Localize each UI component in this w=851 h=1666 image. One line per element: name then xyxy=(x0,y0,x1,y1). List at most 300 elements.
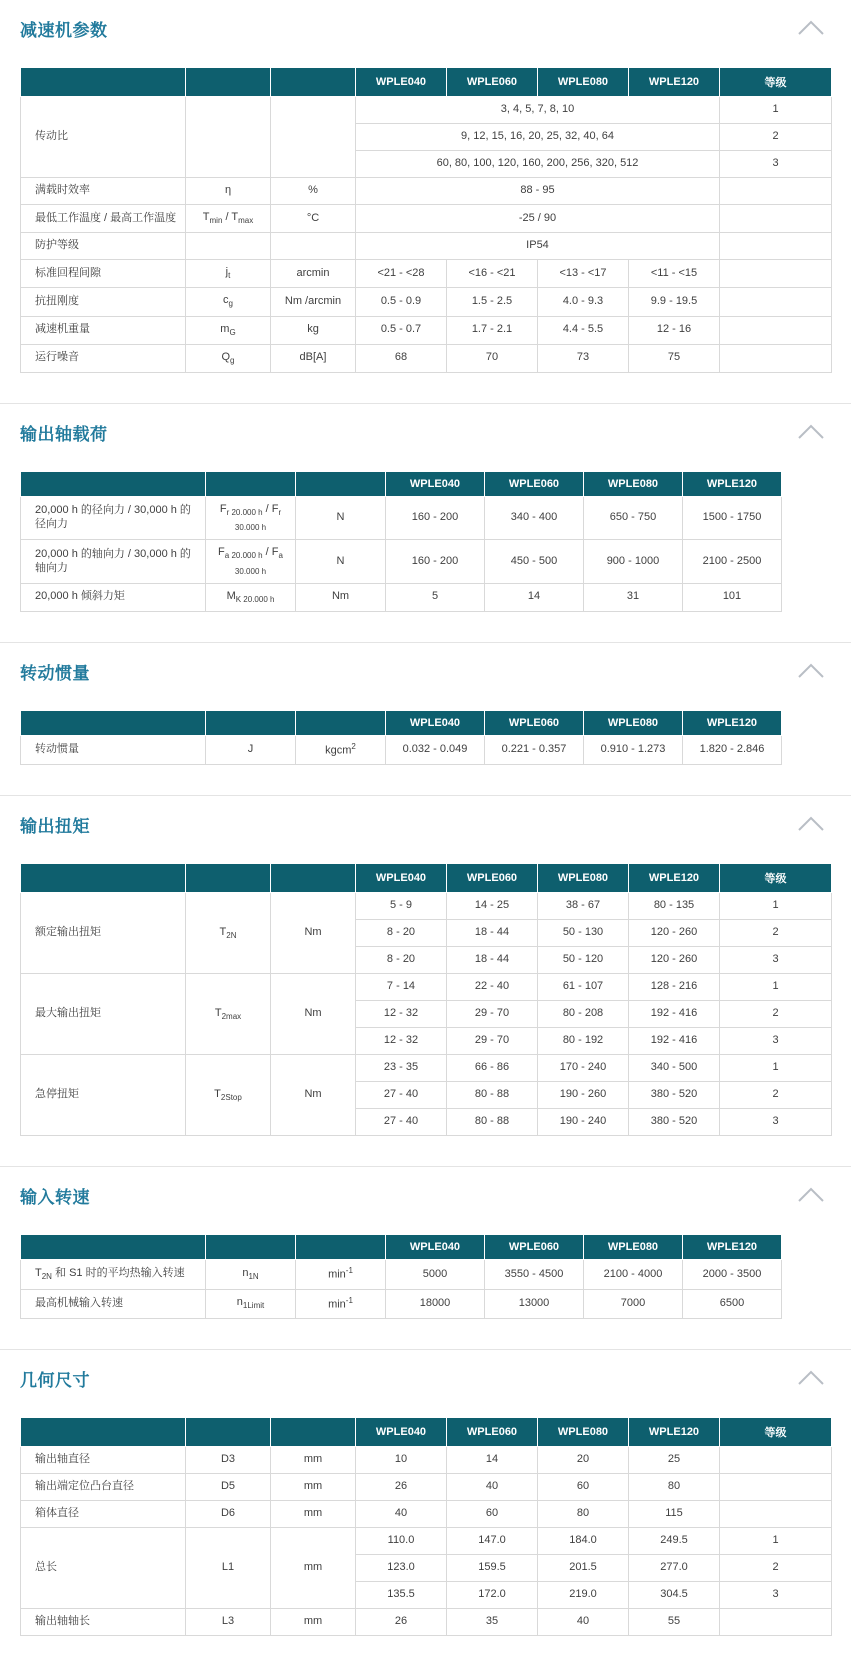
grade-cell: 2 xyxy=(720,1082,832,1109)
table-body xyxy=(21,1447,832,1636)
value-cell: 80 xyxy=(538,1501,629,1528)
row-symbol: $F_{r 20.000 h} / F_{r 30.000 h}$ xyxy=(206,496,296,539)
row-unit: mm xyxy=(271,1609,356,1636)
row-label: 最大输出扭矩 xyxy=(21,974,186,1055)
chevron-up-icon[interactable] xyxy=(791,659,831,688)
row-label: 抗扭刚度 xyxy=(21,288,186,316)
value-cell: 60, 80, 100, 120, 160, 200, 256, 320, 512 xyxy=(356,151,720,178)
column-header-product: WPLE080 xyxy=(584,710,683,735)
value-cell: 170 - 240 xyxy=(538,1055,629,1082)
row-label: 20,000 h 的轴向力 / 30,000 h 的轴向力 xyxy=(21,540,206,583)
value-cell: -25 / 90 xyxy=(356,205,720,233)
column-header-empty xyxy=(186,864,271,893)
header-row xyxy=(21,68,832,97)
value-cell: 190 - 260 xyxy=(538,1082,629,1109)
table-body xyxy=(21,1260,782,1319)
value-cell: 14 - 25 xyxy=(447,893,538,920)
value-cell: 1.5 - 2.5 xyxy=(447,288,538,316)
geometric-dimensions-table xyxy=(20,1417,832,1636)
value-cell: 27 - 40 xyxy=(356,1082,447,1109)
value-cell: 12 - 32 xyxy=(356,1028,447,1055)
row-unit: Nm xyxy=(271,974,356,1055)
table-head xyxy=(21,1235,782,1260)
value-cell: 190 - 240 xyxy=(538,1109,629,1136)
value-cell: 160 - 200 xyxy=(386,540,485,583)
column-header-product: WPLE120 xyxy=(683,1235,782,1260)
section-reducer-parameters xyxy=(0,0,851,403)
value-cell: 60 xyxy=(538,1474,629,1501)
value-cell: 5 xyxy=(386,583,485,611)
row-unit: Nm xyxy=(296,583,386,611)
grade-cell: 3 xyxy=(720,947,832,974)
value-cell: 73 xyxy=(538,344,629,372)
value-cell: 9.9 - 19.5 xyxy=(629,288,720,316)
value-cell: 40 xyxy=(538,1609,629,1636)
column-header-empty xyxy=(186,68,271,97)
value-cell: 450 - 500 xyxy=(485,540,584,583)
value-cell: 80 - 135 xyxy=(629,893,720,920)
grade-cell: 2 xyxy=(720,124,832,151)
column-header-product: WPLE060 xyxy=(485,471,584,496)
column-header-product: WPLE040 xyxy=(356,864,447,893)
grade-cell xyxy=(720,205,832,233)
row-symbol: $T_{2N}$ xyxy=(186,893,271,974)
row-unit: mm xyxy=(271,1528,356,1609)
grade-cell xyxy=(720,233,832,260)
value-cell: 4.4 - 5.5 xyxy=(538,316,629,344)
section-moment-of-inertia xyxy=(0,643,851,795)
value-cell: 201.5 xyxy=(538,1555,629,1582)
table-row xyxy=(21,583,782,611)
row-unit: N xyxy=(296,540,386,583)
header-row xyxy=(21,1418,832,1447)
column-header-product: WPLE080 xyxy=(538,68,629,97)
row-unit: kg xyxy=(271,316,356,344)
table-row xyxy=(21,974,832,1001)
value-cell: 0.221 - 0.357 xyxy=(485,735,584,764)
row-unit: % xyxy=(271,178,356,205)
row-symbol: $n_{1Limit}$ xyxy=(206,1289,296,1318)
column-header-empty xyxy=(21,68,186,97)
value-cell: 88 - 95 xyxy=(356,178,720,205)
row-unit: Nm xyxy=(271,893,356,974)
value-cell: 26 xyxy=(356,1474,447,1501)
row-unit xyxy=(271,97,356,178)
column-header-product: WPLE120 xyxy=(683,471,782,496)
value-cell: 1500 - 1750 xyxy=(683,496,782,539)
value-cell: 20 xyxy=(538,1447,629,1474)
value-cell: 40 xyxy=(356,1501,447,1528)
value-cell: 1.820 - 2.846 xyxy=(683,735,782,764)
grade-cell xyxy=(720,288,832,316)
table-row xyxy=(21,1501,832,1528)
table-body xyxy=(21,735,782,764)
value-cell: 5 - 9 xyxy=(356,893,447,920)
grade-cell: 2 xyxy=(720,1555,832,1582)
value-cell: 5000 xyxy=(386,1260,485,1289)
value-cell: 3, 4, 5, 7, 8, 10 xyxy=(356,97,720,124)
row-unit: $\min^{-1}$ xyxy=(296,1260,386,1289)
row-label: 急停扭矩 xyxy=(21,1055,186,1136)
row-symbol: $c_g$ xyxy=(186,288,271,316)
output-shaft-load-table xyxy=(20,471,782,612)
row-label: 输出轴直径 xyxy=(21,1447,186,1474)
value-cell: 192 - 416 xyxy=(629,1028,720,1055)
reducer-parameters-table xyxy=(20,67,832,373)
value-cell: 80 xyxy=(629,1474,720,1501)
row-unit: N xyxy=(296,496,386,539)
value-cell: 8 - 20 xyxy=(356,920,447,947)
value-cell: 110.0 xyxy=(356,1528,447,1555)
value-cell: 192 - 416 xyxy=(629,1001,720,1028)
row-label: 转动惯量 xyxy=(21,735,206,764)
value-cell: 22 - 40 xyxy=(447,974,538,1001)
row-symbol xyxy=(186,97,271,178)
column-header-product: WPLE120 xyxy=(629,864,720,893)
row-symbol xyxy=(186,233,271,260)
column-header-empty xyxy=(206,710,296,735)
column-header-empty xyxy=(21,710,206,735)
column-header-product: WPLE040 xyxy=(386,710,485,735)
value-cell: 80 - 88 xyxy=(447,1109,538,1136)
row-label: 最低工作温度 / 最高工作温度 xyxy=(21,205,186,233)
grade-cell xyxy=(720,1447,832,1474)
table-row xyxy=(21,735,782,764)
row-symbol: $T_{2max}$ xyxy=(186,974,271,1055)
moment-of-inertia-table xyxy=(20,710,782,765)
value-cell: 80 - 208 xyxy=(538,1001,629,1028)
header-row xyxy=(21,864,832,893)
grade-cell xyxy=(720,178,832,205)
value-cell: 9, 12, 15, 16, 20, 25, 32, 40, 64 xyxy=(356,124,720,151)
table-row xyxy=(21,316,832,344)
row-unit: mm xyxy=(271,1447,356,1474)
grade-cell: 3 xyxy=(720,151,832,178)
column-header-empty xyxy=(186,1418,271,1447)
column-header-empty xyxy=(21,1418,186,1447)
value-cell: 40 xyxy=(447,1474,538,1501)
value-cell: 0.5 - 0.7 xyxy=(356,316,447,344)
column-header-product: WPLE120 xyxy=(629,68,720,97)
row-symbol: $n_{1N}$ xyxy=(206,1260,296,1289)
table-body xyxy=(21,496,782,611)
row-label: 输出轴轴长 xyxy=(21,1609,186,1636)
value-cell: 18 - 44 xyxy=(447,947,538,974)
value-cell: 128 - 216 xyxy=(629,974,720,1001)
value-cell: <21 - <28 xyxy=(356,260,447,288)
value-cell: 6500 xyxy=(683,1289,782,1318)
grade-cell: 1 xyxy=(720,1528,832,1555)
column-header-product: WPLE060 xyxy=(447,864,538,893)
grade-cell xyxy=(720,316,832,344)
row-symbol: $M_{K 20.000 h}$ xyxy=(206,583,296,611)
table-row xyxy=(21,1528,832,1555)
section-header xyxy=(20,812,831,841)
table-row xyxy=(21,260,832,288)
grade-cell: 1 xyxy=(720,1055,832,1082)
column-header-product: WPLE120 xyxy=(629,1418,720,1447)
value-cell: 380 - 520 xyxy=(629,1082,720,1109)
row-unit: kgcm$^2$ xyxy=(296,735,386,764)
value-cell: 1.7 - 2.1 xyxy=(447,316,538,344)
value-cell: 14 xyxy=(485,583,584,611)
value-cell: 4.0 - 9.3 xyxy=(538,288,629,316)
value-cell: 14 xyxy=(447,1447,538,1474)
value-cell: 29 - 70 xyxy=(447,1001,538,1028)
column-header-product: WPLE080 xyxy=(538,1418,629,1447)
column-header-empty xyxy=(296,1235,386,1260)
section-title: 减速机参数 xyxy=(20,21,108,40)
column-header-product: WPLE060 xyxy=(485,1235,584,1260)
chevron-up-icon[interactable] xyxy=(791,812,831,841)
value-cell: 0.5 - 0.9 xyxy=(356,288,447,316)
table-row xyxy=(21,178,832,205)
table-body xyxy=(21,97,832,373)
value-cell: 31 xyxy=(584,583,683,611)
value-cell: 35 xyxy=(447,1609,538,1636)
row-label: 最高机械输入转速 xyxy=(21,1289,206,1318)
output-torque-table xyxy=(20,863,832,1136)
value-cell: 380 - 520 xyxy=(629,1109,720,1136)
column-header-product: WPLE060 xyxy=(447,68,538,97)
value-cell: 50 - 130 xyxy=(538,920,629,947)
column-header-empty xyxy=(21,864,186,893)
column-header-product: WPLE080 xyxy=(538,864,629,893)
column-header-product: WPLE060 xyxy=(447,1418,538,1447)
table-body xyxy=(21,893,832,1136)
value-cell: 115 xyxy=(629,1501,720,1528)
grade-cell: 3 xyxy=(720,1582,832,1609)
section-input-speed xyxy=(0,1167,851,1349)
row-label: 输出端定位凸台直径 xyxy=(21,1474,186,1501)
value-cell: 7000 xyxy=(584,1289,683,1318)
section-title: 几何尺寸 xyxy=(20,1371,90,1391)
value-cell: 10 xyxy=(356,1447,447,1474)
column-header-empty xyxy=(296,471,386,496)
value-cell: 0.910 - 1.273 xyxy=(584,735,683,764)
value-cell: 184.0 xyxy=(538,1528,629,1555)
grade-cell xyxy=(720,344,832,372)
value-cell: 68 xyxy=(356,344,447,372)
section-header xyxy=(20,659,831,688)
header-row xyxy=(21,1235,782,1260)
header-row xyxy=(21,471,782,496)
table-row xyxy=(21,1055,832,1082)
value-cell: 2100 - 2500 xyxy=(683,540,782,583)
value-cell: 23 - 35 xyxy=(356,1055,447,1082)
grade-cell: 1 xyxy=(720,97,832,124)
section-header xyxy=(20,420,831,449)
row-label: 箱体直径 xyxy=(21,1501,186,1528)
row-label: 运行噪音 xyxy=(21,344,186,372)
value-cell: 8 - 20 xyxy=(356,947,447,974)
section-title: 输出扭矩 xyxy=(20,817,90,837)
row-unit xyxy=(271,233,356,260)
column-header-empty xyxy=(271,1418,356,1447)
value-cell: 304.5 xyxy=(629,1582,720,1609)
value-cell: 75 xyxy=(629,344,720,372)
column-header-empty xyxy=(271,864,356,893)
table-head xyxy=(21,68,832,97)
value-cell: 123.0 xyxy=(356,1555,447,1582)
value-cell: 61 - 107 xyxy=(538,974,629,1001)
value-cell: 80 - 192 xyxy=(538,1028,629,1055)
column-header-product: WPLE080 xyxy=(584,471,683,496)
column-header-grade: 等级 xyxy=(720,1418,832,1447)
value-cell: <13 - <17 xyxy=(538,260,629,288)
table-row xyxy=(21,893,832,920)
value-cell: 2100 - 4000 xyxy=(584,1260,683,1289)
section-output-torque xyxy=(0,796,851,1166)
grade-cell: 2 xyxy=(720,920,832,947)
row-label: 满载时效率 xyxy=(21,178,186,205)
value-cell: 172.0 xyxy=(447,1582,538,1609)
value-cell: 340 - 400 xyxy=(485,496,584,539)
value-cell: 70 xyxy=(447,344,538,372)
table-head xyxy=(21,710,782,735)
column-header-empty xyxy=(21,1235,206,1260)
column-header-grade: 等级 xyxy=(720,68,832,97)
chevron-up-icon[interactable] xyxy=(791,1183,831,1212)
section-header xyxy=(20,1366,831,1395)
row-label: 传动比 xyxy=(21,97,186,178)
row-symbol: D5 xyxy=(186,1474,271,1501)
column-header-empty xyxy=(206,1235,296,1260)
grade-cell xyxy=(720,1501,832,1528)
table-row xyxy=(21,97,832,124)
chevron-up-icon[interactable] xyxy=(791,420,831,449)
grade-cell: 1 xyxy=(720,974,832,1001)
table-head xyxy=(21,1418,832,1447)
row-symbol: D3 xyxy=(186,1447,271,1474)
row-label: 防护等级 xyxy=(21,233,186,260)
value-cell: 650 - 750 xyxy=(584,496,683,539)
row-symbol: L1 xyxy=(186,1528,271,1609)
column-header-product: WPLE040 xyxy=(356,1418,447,1447)
value-cell: 120 - 260 xyxy=(629,920,720,947)
table-row xyxy=(21,496,782,539)
row-symbol: η xyxy=(186,178,271,205)
row-label: $T_{2N}$ 和 S1 时的平均热输入转速 xyxy=(21,1260,206,1289)
grade-cell xyxy=(720,1609,832,1636)
table-row xyxy=(21,1289,782,1318)
value-cell: 900 - 1000 xyxy=(584,540,683,583)
row-label: 总长 xyxy=(21,1528,186,1609)
row-symbol: D6 xyxy=(186,1501,271,1528)
section-geometric-dimensions xyxy=(0,1350,851,1666)
value-cell: 50 - 120 xyxy=(538,947,629,974)
value-cell: 55 xyxy=(629,1609,720,1636)
value-cell: 101 xyxy=(683,583,782,611)
section-title: 转动惯量 xyxy=(20,663,90,683)
column-header-empty xyxy=(21,471,206,496)
column-header-empty xyxy=(206,471,296,496)
column-header-product: WPLE080 xyxy=(584,1235,683,1260)
chevron-up-icon[interactable] xyxy=(791,16,831,45)
row-symbol: $Q_g$ xyxy=(186,344,271,372)
column-header-product: WPLE040 xyxy=(356,68,447,97)
value-cell: 38 - 67 xyxy=(538,893,629,920)
table-head xyxy=(21,864,832,893)
value-cell: 18000 xyxy=(386,1289,485,1318)
value-cell: 7 - 14 xyxy=(356,974,447,1001)
value-cell: 80 - 88 xyxy=(447,1082,538,1109)
value-cell: <11 - <15 xyxy=(629,260,720,288)
table-row xyxy=(21,1447,832,1474)
value-cell: 12 - 16 xyxy=(629,316,720,344)
value-cell: 159.5 xyxy=(447,1555,538,1582)
value-cell: 277.0 xyxy=(629,1555,720,1582)
row-symbol: L3 xyxy=(186,1609,271,1636)
grade-cell: 3 xyxy=(720,1028,832,1055)
value-cell: 27 - 40 xyxy=(356,1109,447,1136)
value-cell: 66 - 86 xyxy=(447,1055,538,1082)
value-cell: 340 - 500 xyxy=(629,1055,720,1082)
value-cell: 12 - 32 xyxy=(356,1001,447,1028)
row-label: 减速机重量 xyxy=(21,316,186,344)
value-cell: 135.5 xyxy=(356,1582,447,1609)
value-cell: 147.0 xyxy=(447,1528,538,1555)
row-symbol: $T_{2Stop}$ xyxy=(186,1055,271,1136)
value-cell: 25 xyxy=(629,1447,720,1474)
value-cell: 60 xyxy=(447,1501,538,1528)
table-row xyxy=(21,233,832,260)
table-row xyxy=(21,540,782,583)
table-row xyxy=(21,1609,832,1636)
row-unit: Nm xyxy=(271,1055,356,1136)
value-cell: 120 - 260 xyxy=(629,947,720,974)
table-row xyxy=(21,205,832,233)
grade-cell: 2 xyxy=(720,1001,832,1028)
row-symbol: $j_t$ xyxy=(186,260,271,288)
row-label: 20,000 h 倾斜力矩 xyxy=(21,583,206,611)
column-header-product: WPLE120 xyxy=(683,710,782,735)
column-header-product: WPLE040 xyxy=(386,1235,485,1260)
column-header-empty xyxy=(271,68,356,97)
column-header-product: WPLE040 xyxy=(386,471,485,496)
row-symbol: J xyxy=(206,735,296,764)
value-cell: 249.5 xyxy=(629,1528,720,1555)
grade-cell xyxy=(720,260,832,288)
row-symbol: $m_G$ xyxy=(186,316,271,344)
row-label: 20,000 h 的径向力 / 30,000 h 的径向力 xyxy=(21,496,206,539)
value-cell: 29 - 70 xyxy=(447,1028,538,1055)
table-row xyxy=(21,288,832,316)
column-header-grade: 等级 xyxy=(720,864,832,893)
column-header-empty xyxy=(296,710,386,735)
value-cell: <16 - <21 xyxy=(447,260,538,288)
section-header xyxy=(20,16,831,45)
grade-cell: 3 xyxy=(720,1109,832,1136)
chevron-up-icon[interactable] xyxy=(791,1366,831,1395)
row-unit: °C xyxy=(271,205,356,233)
value-cell: 3550 - 4500 xyxy=(485,1260,584,1289)
table-row xyxy=(21,1260,782,1289)
grade-cell: 1 xyxy=(720,893,832,920)
column-header-product: WPLE060 xyxy=(485,710,584,735)
row-symbol: $F_{a 20.000 h} / F_{a 30.000 h}$ xyxy=(206,540,296,583)
value-cell: 18 - 44 xyxy=(447,920,538,947)
section-title: 输出轴载荷 xyxy=(20,424,108,444)
input-speed-table xyxy=(20,1234,782,1319)
value-cell: 160 - 200 xyxy=(386,496,485,539)
row-label: 标准回程间隙 xyxy=(21,260,186,288)
value-cell: 0.032 - 0.049 xyxy=(386,735,485,764)
table-head xyxy=(21,471,782,496)
table-row xyxy=(21,1474,832,1501)
value-cell: 26 xyxy=(356,1609,447,1636)
section-output-shaft-load xyxy=(0,404,851,642)
